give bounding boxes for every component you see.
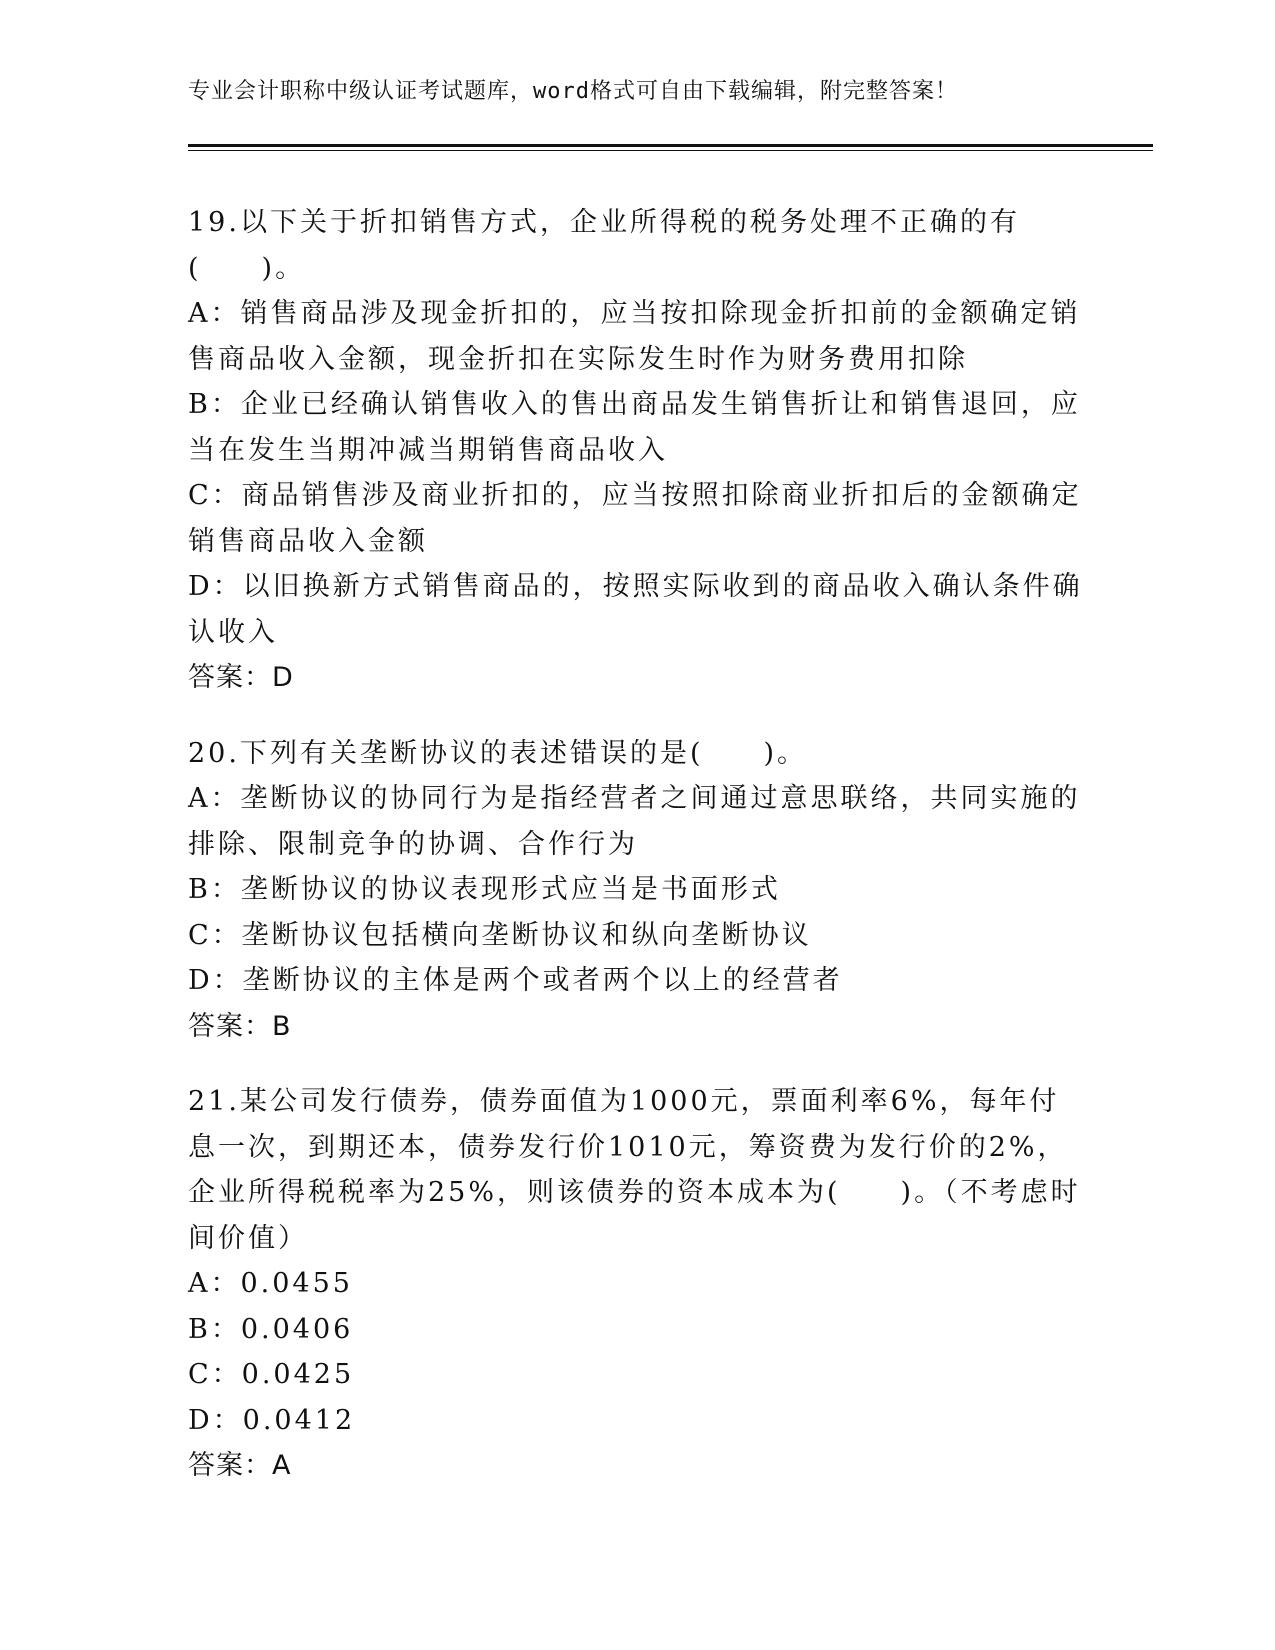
header-rule-thick: [188, 144, 1153, 147]
option-d: D：0.0412: [188, 1404, 356, 1436]
answer-value: B: [272, 1010, 292, 1042]
answer-line: [188, 655, 1088, 701]
question-stem: 21.某公司发行债券，债券面值为1000元，票面利率6%，每年付息一次，到期还本，债券发行价1010元，筹资费为发行价的2%，企业所得税税率为25%，则该债券的资本成本为( )。（不考虑时间价值）: [188, 1086, 1081, 1254]
option-d: D：以旧换新方式销售商品的，按照实际收到的商品收入确认条件确认收入: [188, 571, 1083, 648]
question-19: [188, 200, 1088, 701]
answer-label: 答案：: [188, 1010, 272, 1042]
question-stem: 19.以下关于折扣销售方式，企业所得税的税务处理不正确的有( )。: [188, 207, 1020, 284]
option-a: A：0.0455: [188, 1268, 353, 1299]
answer-line: [188, 1443, 1088, 1489]
answer-line: [188, 1004, 1088, 1050]
answer-label: 答案：: [188, 662, 272, 693]
option-b: B：企业已经确认销售收入的售出商品发生销售折让和销售退回，应当在发生当期冲减当期销售商品收入: [188, 389, 1081, 466]
header-rule-thin: [188, 150, 1153, 151]
question-20: [188, 731, 1088, 1050]
page-header: 专业会计职称中级认证考试题库，word格式可自由下载编辑，附完整答案！: [188, 79, 958, 104]
option-c: C：商品销售涉及商业折扣的，应当按照扣除商业折扣后的金额确定销售商品收入金额: [188, 480, 1082, 557]
answer-value: D: [272, 662, 294, 693]
answer-label: 答案：: [188, 1450, 272, 1481]
question-21: [188, 1079, 1088, 1489]
option-d: D：垄断协议的主体是两个或者两个以上的经营者: [188, 965, 843, 996]
answer-value: A: [272, 1450, 292, 1481]
option-b: B：垄断协议的协议表现形式应当是书面形式: [188, 874, 781, 905]
option-c: C：垄断协议包括横向垄断协议和纵向垄断协议: [188, 919, 812, 951]
option-a: A：销售商品涉及现金折扣的，应当按扣除现金折扣前的金额确定销售商品收入金额，现金折扣在实际发生时作为财务费用扣除: [188, 298, 1081, 375]
option-a: A：垄断协议的协同行为是指经营者之间通过意思联络，共同实施的排除、限制竞争的协调、合作行为: [188, 783, 1081, 860]
option-c: C：0.0425: [188, 1359, 355, 1390]
question-stem: 20.下列有关垄断协议的表述错误的是( )。: [188, 737, 808, 769]
option-b: B：0.0406: [188, 1313, 354, 1345]
question-list: [188, 200, 1088, 1519]
